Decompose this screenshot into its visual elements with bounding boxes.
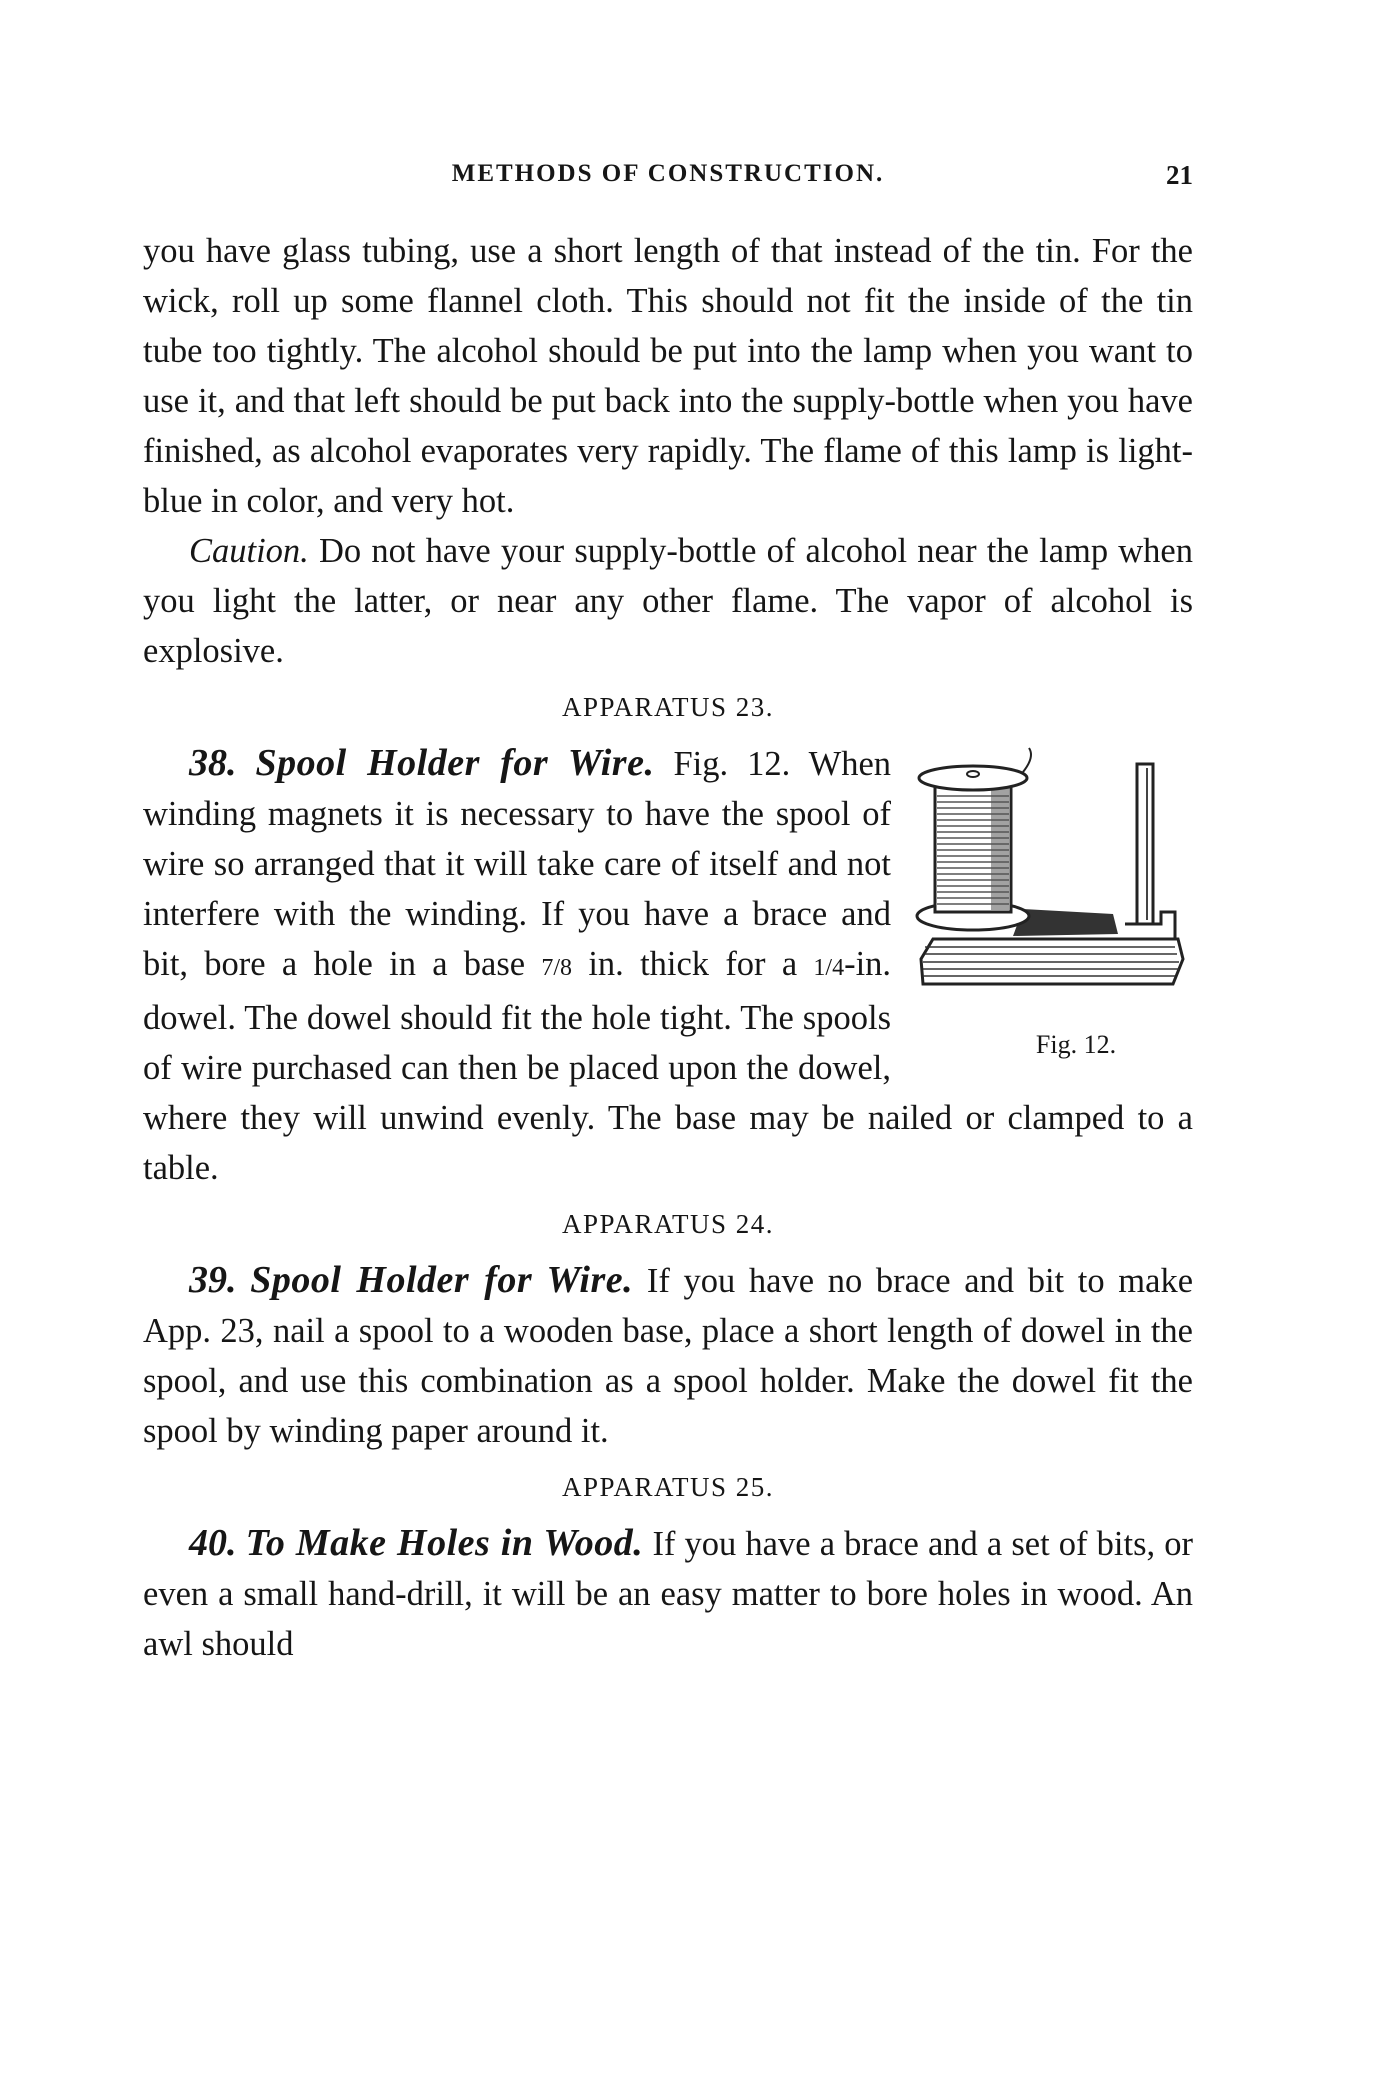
section-number: 38.	[189, 742, 237, 784]
apparatus-heading-25: APPARATUS 25.	[561, 1472, 775, 1502]
spool-holder-illustration	[913, 744, 1193, 1014]
figure-caption: Fig. 12.	[1035, 1030, 1117, 1059]
section-text: If you have no brace and bit to make App. 23, nail a spool to a wooden base, place a short length of dowel in the spool, and use this combination as a spool holder. Make the dowel fit the spool by winding paper around it.	[143, 1262, 1194, 1450]
apparatus-heading-24: APPARATUS 24.	[561, 1209, 775, 1239]
section-title: To Make Holes in Wood.	[245, 1522, 644, 1564]
paragraph-caution	[143, 526, 1193, 676]
caution-label: Caution.	[189, 532, 309, 570]
apparatus-heading-23: APPARATUS 23.	[561, 692, 775, 722]
caution-text: Do not have your supply-bottle of alcohol near the lamp when you light the latter, or near any other flame. The vapor of alcohol is explosive.	[143, 532, 1193, 670]
paragraph-continued: you have glass tubing, use a short length of that instead of the tin. For the wick, roll up some flannel cloth. This should not fit the inside of the tin tube too tightly. The alcohol should be put into the lamp when you want to use it, and that left should be put back into the supply-bottle when you have finished, as alcohol evaporates very rapidly. The flame of this lamp is light-blue in color, and very hot.	[143, 232, 1193, 520]
section-40	[143, 1518, 1193, 1669]
section-38	[143, 738, 1193, 1193]
section-number: 39.	[189, 1259, 237, 1301]
section-39	[143, 1255, 1193, 1456]
fraction-base-thickness: 7/8	[541, 955, 573, 981]
running-title: METHODS OF CONSTRUCTION.	[451, 160, 885, 187]
section-text-part3: -in. dowel. The dowel should fit the hole tight. The spools of wire purchased can then be placed upon the dowel, where they will unwind evenly. The base may be nailed or clamped to a table.	[143, 945, 1193, 1187]
section-text-part1: Fig. 12. When winding magnets it is necessary to have the spool of wire so arranged that it will take care of itself and not interfere with the winding. If you have a brace and bit, bore a hole in a base	[143, 745, 892, 983]
section-text: If you have a brace and a set of bits, or even a small hand-drill, it will be an easy matter to bore holes in wood. An awl should	[143, 1525, 1194, 1663]
section-title: Spool Holder for Wire.	[250, 1259, 634, 1301]
fraction-dowel-size: 1/4	[813, 955, 845, 981]
section-number: 40.	[189, 1522, 237, 1564]
section-title: Spool Holder for Wire.	[255, 742, 655, 784]
body-text	[143, 226, 1193, 1669]
figure-12	[913, 744, 1193, 1084]
page-header	[143, 160, 1193, 200]
page-number: 21	[1166, 160, 1193, 190]
section-text-part2: in. thick for a	[588, 945, 798, 983]
